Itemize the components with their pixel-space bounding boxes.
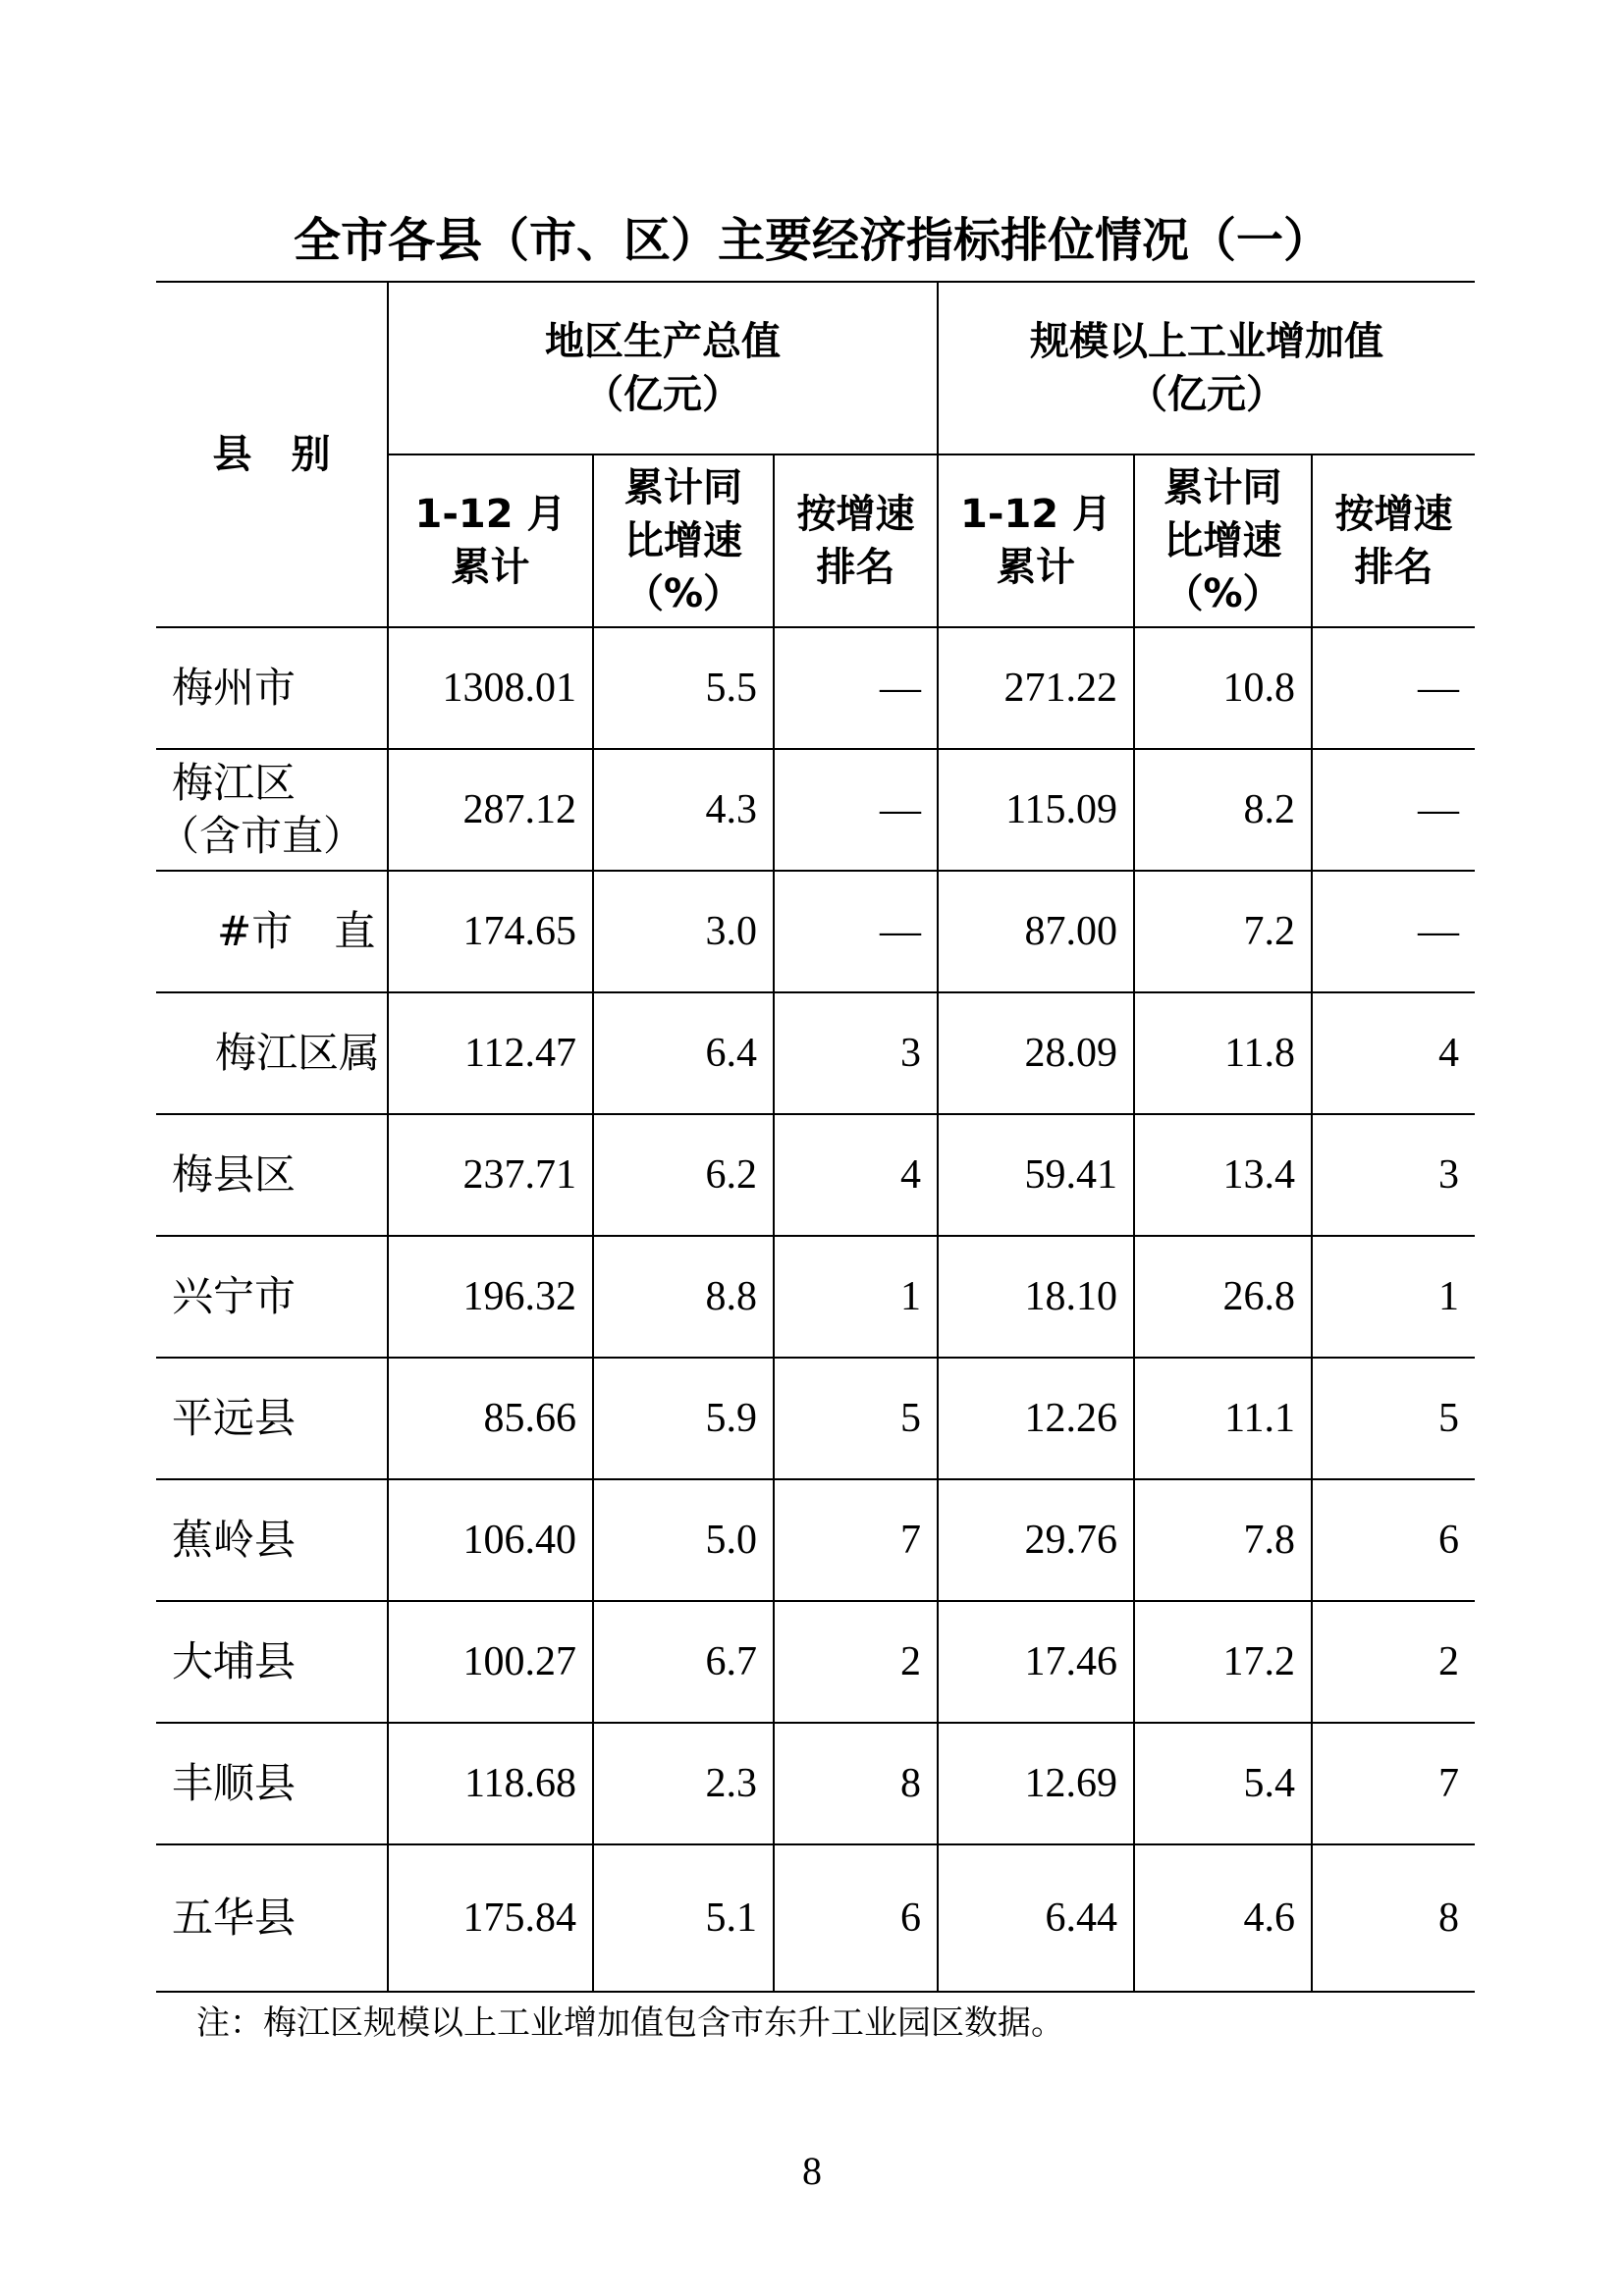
gdp-rank: 1: [774, 1236, 938, 1358]
industry-rank: 4: [1312, 992, 1475, 1114]
industry-growth: 10.8: [1134, 627, 1312, 749]
industry-rank: —: [1312, 749, 1475, 871]
gdp-value: 100.27: [388, 1601, 593, 1723]
gdp-rank: 5: [774, 1358, 938, 1479]
industry-rank: 3: [1312, 1114, 1475, 1236]
table-row: [156, 1358, 1475, 1479]
gdp-value: 287.12: [388, 749, 593, 871]
gdp-value: 174.65: [388, 871, 593, 992]
gdp-value: 237.71: [388, 1114, 593, 1236]
gdp-rank: 6: [774, 1844, 938, 1992]
gdp-rank-header: 按增速 排名: [774, 454, 938, 627]
gdp-rank: —: [774, 627, 938, 749]
industry-group-header: 规模以上工业增加值 （亿元）: [938, 282, 1475, 454]
county-name: 梅州市: [156, 627, 388, 749]
gdp-rank: —: [774, 749, 938, 871]
page-title: 全市各县（市、区）主要经济指标排位情况（一）: [293, 213, 1330, 268]
county-name: 丰顺县: [156, 1723, 388, 1844]
industry-rank: 1: [1312, 1236, 1475, 1358]
gdp-group-header: 地区生产总值 （亿元）: [388, 282, 938, 454]
county-name: 兴宁市: [156, 1236, 388, 1358]
industry-value: 12.69: [938, 1723, 1134, 1844]
industry-growth: 26.8: [1134, 1236, 1312, 1358]
industry-value: 18.10: [938, 1236, 1134, 1358]
gdp-value: 85.66: [388, 1358, 593, 1479]
gdp-rank: 7: [774, 1479, 938, 1601]
industry-growth: 5.4: [1134, 1723, 1312, 1844]
gdp-growth: 4.3: [593, 749, 774, 871]
table-row: [156, 1601, 1475, 1723]
table-row: [156, 1723, 1475, 1844]
industry-rank: 5: [1312, 1358, 1475, 1479]
gdp-growth: 6.7: [593, 1601, 774, 1723]
table-row: [156, 1114, 1475, 1236]
gdp-rank: —: [774, 871, 938, 992]
industry-rank-header: 按增速 排名: [1312, 454, 1475, 627]
gdp-value: 1308.01: [388, 627, 593, 749]
industry-value: 115.09: [938, 749, 1134, 871]
industry-value: 29.76: [938, 1479, 1134, 1601]
table-row: [156, 1479, 1475, 1601]
county-name: 梅县区: [156, 1114, 388, 1236]
industry-growth: 7.8: [1134, 1479, 1312, 1601]
gdp-growth: 6.2: [593, 1114, 774, 1236]
industry-value: 6.44: [938, 1844, 1134, 1992]
county-name: 大埔县: [156, 1601, 388, 1723]
industry-cumulative-header: 1-12 月 累计: [938, 454, 1134, 627]
indicator-table: [156, 281, 1475, 1993]
table-row: [156, 1844, 1475, 1992]
gdp-growth: 5.5: [593, 627, 774, 749]
table-footnote: 注：梅江区规模以上工业增加值包含市东升工业园区数据。: [196, 2003, 1064, 2043]
gdp-value: 175.84: [388, 1844, 593, 1992]
industry-value: 12.26: [938, 1358, 1134, 1479]
industry-growth: 8.2: [1134, 749, 1312, 871]
gdp-cumulative-header: 1-12 月 累计: [388, 454, 593, 627]
county-name: 平远县: [156, 1358, 388, 1479]
gdp-growth: 5.0: [593, 1479, 774, 1601]
gdp-value: 112.47: [388, 992, 593, 1114]
industry-growth: 13.4: [1134, 1114, 1312, 1236]
gdp-growth: 2.3: [593, 1723, 774, 1844]
gdp-value: 196.32: [388, 1236, 593, 1358]
gdp-rank: 3: [774, 992, 938, 1114]
gdp-growth: 5.9: [593, 1358, 774, 1479]
table-row: [156, 627, 1475, 749]
county-name: #市 直: [156, 871, 388, 992]
gdp-value: 118.68: [388, 1723, 593, 1844]
industry-growth: 7.2: [1134, 871, 1312, 992]
industry-rank: 7: [1312, 1723, 1475, 1844]
industry-value: 17.46: [938, 1601, 1134, 1723]
industry-value: 87.00: [938, 871, 1134, 992]
industry-rank: —: [1312, 871, 1475, 992]
industry-rank: 6: [1312, 1479, 1475, 1601]
gdp-rank: 8: [774, 1723, 938, 1844]
industry-growth: 4.6: [1134, 1844, 1312, 1992]
industry-value: 59.41: [938, 1114, 1134, 1236]
table-row: [156, 749, 1475, 871]
gdp-rank: 4: [774, 1114, 938, 1236]
county-name: 五华县: [156, 1844, 388, 1992]
county-name: 梅江区 （含市直）: [156, 749, 388, 871]
page-number: 8: [802, 2149, 822, 2193]
industry-rank: 2: [1312, 1601, 1475, 1723]
industry-growth: 11.1: [1134, 1358, 1312, 1479]
county-header: 县 别: [156, 282, 388, 627]
county-name: 梅江区属: [156, 992, 388, 1114]
table-row: [156, 992, 1475, 1114]
industry-growth: 17.2: [1134, 1601, 1312, 1723]
gdp-value: 106.40: [388, 1479, 593, 1601]
table-row: [156, 871, 1475, 992]
industry-growth-header: 累计同 比增速 （%）: [1134, 454, 1312, 627]
gdp-growth-header: 累计同 比增速 （%）: [593, 454, 774, 627]
industry-value: 271.22: [938, 627, 1134, 749]
county-name: 蕉岭县: [156, 1479, 388, 1601]
industry-rank: 8: [1312, 1844, 1475, 1992]
gdp-growth: 3.0: [593, 871, 774, 992]
gdp-rank: 2: [774, 1601, 938, 1723]
gdp-growth: 8.8: [593, 1236, 774, 1358]
gdp-growth: 6.4: [593, 992, 774, 1114]
industry-rank: —: [1312, 627, 1475, 749]
industry-value: 28.09: [938, 992, 1134, 1114]
industry-growth: 11.8: [1134, 992, 1312, 1114]
table-row: [156, 1236, 1475, 1358]
gdp-growth: 5.1: [593, 1844, 774, 1992]
